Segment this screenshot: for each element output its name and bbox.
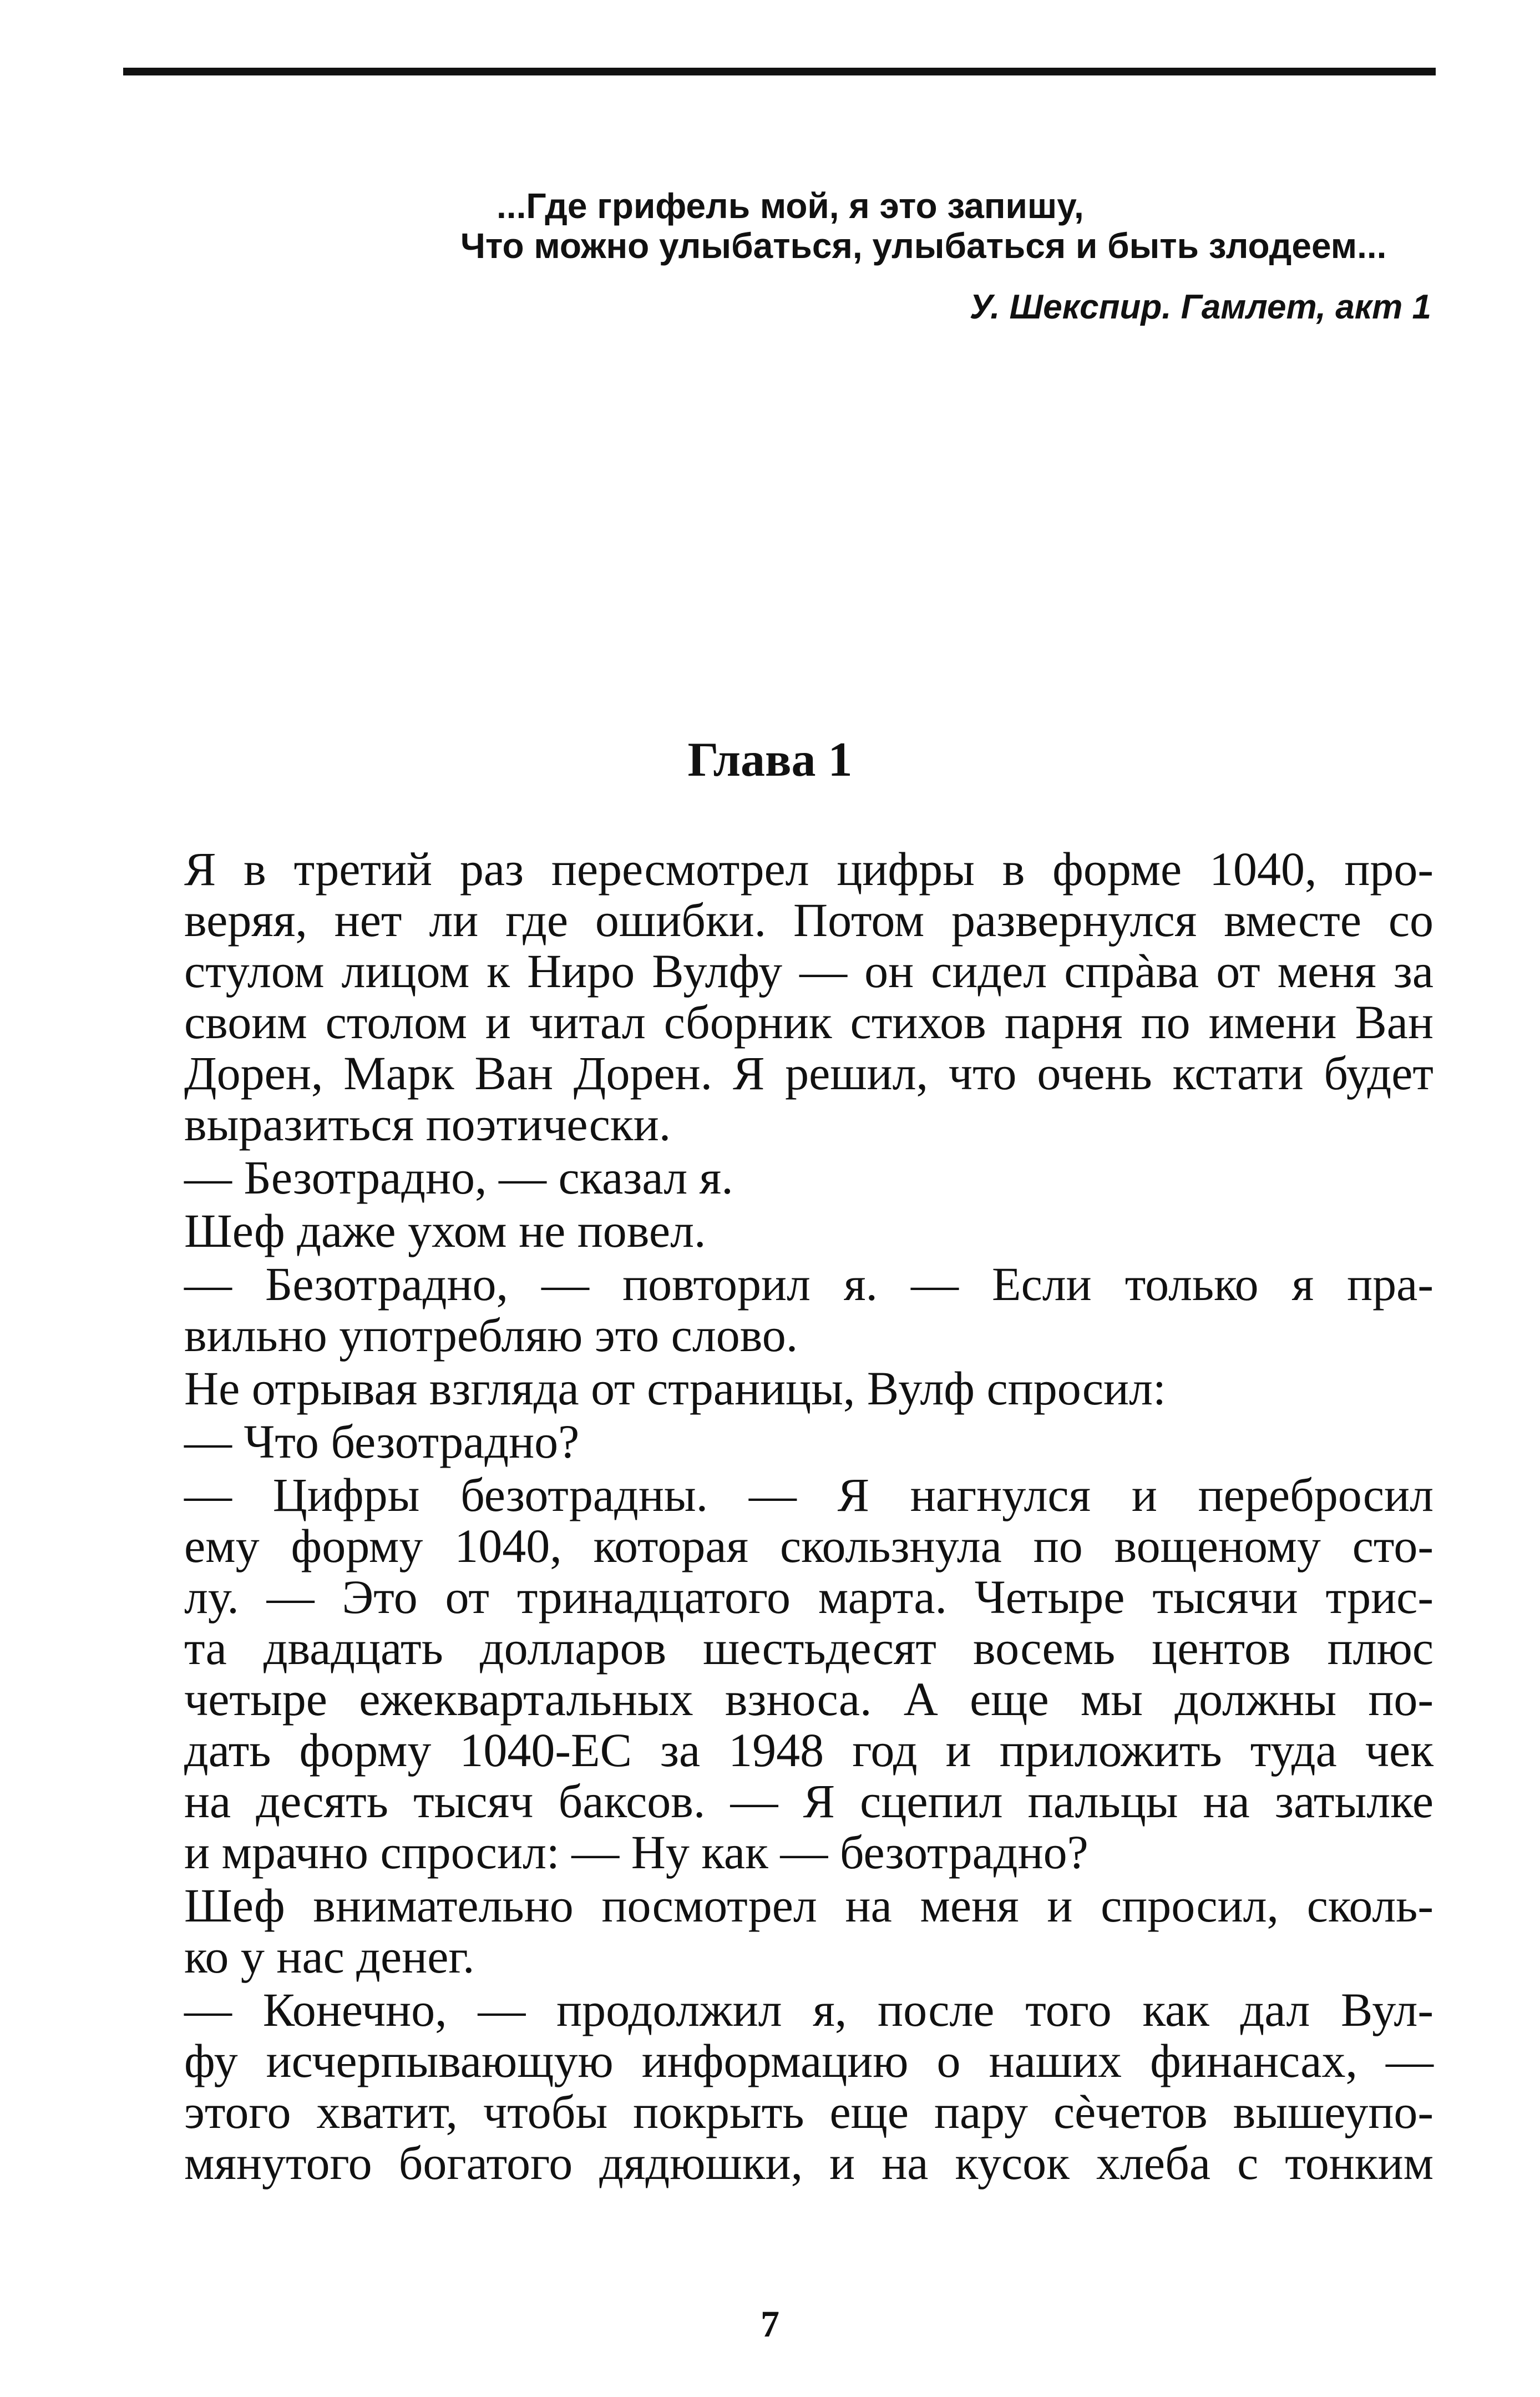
text-line: Шеф даже ухом не повел. — [184, 1204, 706, 1257]
text-line: Дорен, Марк Ван Дорен. Я решил, что очень кстати будет — [184, 1046, 1433, 1100]
paragraph — [115, 1469, 1433, 1878]
text-line: стулом лицом к Ниро Вулфу — он сидел спрàва от меня за — [184, 944, 1433, 998]
text-line: фу исчерпывающую информацию о наших финансах, — — [184, 2034, 1433, 2087]
page-number: 7 — [761, 2303, 779, 2345]
paragraph — [115, 843, 1433, 1150]
text-line: четыре ежеквартальных взноса. А еще мы должны по- — [184, 1672, 1433, 1726]
text-line: веряя, нет ли где ошибки. Потом развернулся вместе со — [184, 893, 1433, 947]
text-line: на десять тысяч баксов. — Я сцепил пальцы на затылке — [184, 1774, 1433, 1828]
text-line: Не отрывая взгляда от страницы, Вулф спросил: — [184, 1362, 1166, 1415]
text-line: выразиться поэтически. — [184, 1098, 671, 1151]
text-line: ко у нас денег. — [184, 1930, 475, 1983]
epigraph — [460, 186, 1436, 327]
paragraph — [115, 1258, 1433, 1361]
chapter-title: Глава 1 — [687, 733, 853, 787]
text-line: вильно употребляю это слово. — [184, 1308, 798, 1362]
paragraph — [115, 1205, 1433, 1256]
text-line: — Конечно, — продолжил я, после того как дал Вул- — [184, 1983, 1433, 2036]
epigraph-attribution: У. Шекспир. Гамлет, акт 1 — [969, 288, 1431, 326]
top-rule — [123, 68, 1436, 75]
text-line: Шеф внимательно посмотрел на меня и спросил, сколь- — [184, 1879, 1433, 1932]
paragraph — [115, 1880, 1433, 1982]
text-line: Я в третий раз пересмотрел цифры в форме 1040, про- — [184, 842, 1433, 896]
paragraph — [115, 1416, 1433, 1467]
epigraph-line: ...Где грифель мой, я это запишу, — [497, 186, 1084, 226]
text-line: этого хватит, чтобы покрыть еще пару сѐчетов вышеупо- — [184, 2085, 1433, 2138]
text-line: — Безотрадно, — повторил я. — Если только я пра- — [184, 1257, 1433, 1311]
text-line: ему форму 1040, которая скользнула по вощеному сто- — [184, 1519, 1433, 1572]
text-line: та двадцать долларов шестьдесят восемь центов плюс — [184, 1621, 1433, 1675]
body-text — [115, 843, 1433, 2191]
text-line: и мрачно спросил: — Ну как — безотрадно? — [184, 1825, 1088, 1879]
text-line: лу. — Это от тринадцатого марта. Четыре тысячи трис- — [184, 1570, 1433, 1624]
text-line: дать форму 1040-ЕС за 1948 год и приложить туда чек — [184, 1723, 1433, 1777]
text-line: своим столом и читал сборник стихов парня по имени Ван — [184, 995, 1433, 1049]
text-line: — Цифры безотрадны. — Я нагнулся и перебросил — [184, 1468, 1433, 1521]
text-line: мянутого богатого дядюшки, и на кусок хлеба с тонким — [184, 2136, 1433, 2189]
text-line: — Что безотрадно? — [184, 1415, 580, 1468]
paragraph — [115, 1363, 1433, 1414]
epigraph-line: Что можно улыбаться, улыбаться и быть злодеем... — [460, 226, 1387, 266]
paragraph — [115, 1152, 1433, 1203]
paragraph — [115, 1984, 1433, 2188]
text-line: — Безотрадно, — сказал я. — [184, 1151, 733, 1204]
